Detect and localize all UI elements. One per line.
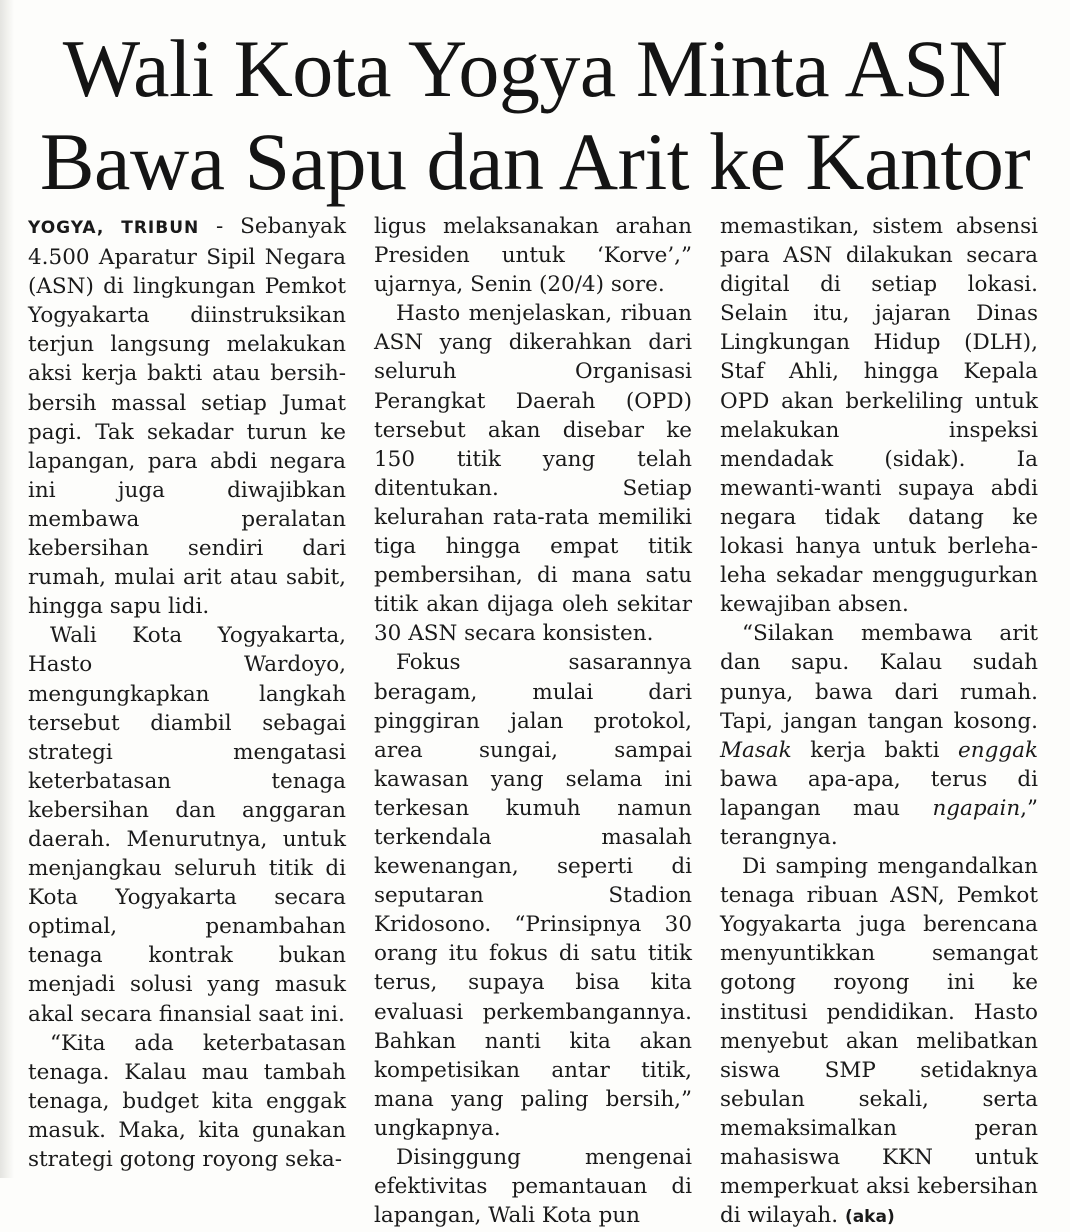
article-column-2	[374, 212, 692, 1230]
paragraph	[720, 619, 1038, 852]
paragraph-text: Di samping mengandalkan tenaga ribuan ASN, Pemkot Yogyakarta juga berencana menyuntikkan semangat gotong royong ini ke institusi pendidikan. Hasto menyebut akan melibatkan siswa SMP setidaknya sebulan sekali, serta memaksimalkan peran mahasiswa KKN untuk memperkuat aksi kebersihan di wilayah.	[720, 854, 1038, 1229]
quote-text: ,” terangnya.	[720, 795, 1038, 850]
headline-line-2: Bawa Sapu dan Arit ke Kantor	[39, 116, 1031, 207]
author-initials: (aka)	[844, 1207, 895, 1228]
paragraph	[28, 212, 346, 621]
paragraph-text: - Sebanyak 4.500 Aparatur Sipil Negara (ASN) di lingkungan Pemkot Yogyakarta diinstruksikan terjun langsung melakukan aksi kerja bakti atau bersih-bersih massal setiap Jumat pagi. Tak sekadar turun ke lapangan, para abdi negara ini juga diwajibkan membawa peralatan kebersihan sendiri dari rumah, mulai arit atau sabit, hingga sapu lidi.	[28, 214, 346, 620]
paragraph: “Kita ada keterbatasan tenaga. Kalau mau tambah tenaga, budget kita enggak masuk. Maka, kita gunakan strategi gotong royong seka-	[28, 1030, 346, 1172]
quote-text: bawa apa-apa, terus di lapangan mau	[720, 766, 1038, 821]
paragraph	[720, 852, 1038, 1232]
article-column-3	[720, 212, 1038, 1232]
paragraph: Fokus sasarannya beragam, mulai dari pinggiran jalan protokol, area sungai, sampai kawasan yang selama ini terkesan kumuh namun terkendala masalah kewenangan, seperti di seputaran Stadion Kridosono. “Prinsipnya 30 orang itu fokus di satu titik terus, supaya bisa kita evaluasi perkembangannya. Bahkan nanti kita akan kompetisikan antar titik, mana yang paling bersih,” ungkapnya.	[374, 650, 692, 1141]
italic-word: ngapain	[932, 795, 1021, 821]
article-column-1	[28, 212, 346, 1174]
quote-text: kerja bakti	[791, 737, 959, 763]
paragraph: Wali Kota Yogyakarta, Hasto Wardoyo, mengungkapkan langkah tersebut diambil sebagai strategi mengatasi keterbatasan tenaga kebersihan dan anggaran daerah. Menurutnya, untuk menjangkau seluruh titik di Kota Yogyakarta secara optimal, penambahan tenaga kontrak bukan menjadi solusi yang masuk akal secara finansial saat ini.	[28, 623, 346, 1027]
italic-word: Masak	[720, 737, 792, 763]
paragraph: Hasto menjelaskan, ribuan ASN yang dikerahkan dari seluruh Organisasi Perangkat Daerah (OPD) tersebut akan disebar ke 150 titik yang telah ditentukan. Setiap kelurahan rata-rata memiliki tiga hingga empat titik pembersihan, di mana satu titik akan dijaga oleh sekitar 30 ASN secara konsisten.	[374, 301, 692, 647]
headline	[0, 22, 1070, 208]
headline-line-1: Wali Kota Yogya Minta ASN	[62, 23, 1008, 114]
dateline: YOGYA, TRIBUN	[28, 218, 200, 238]
paragraph: ligus melaksanakan arahan Presiden untuk ‘Korve’,” ujarnya, Senin (20/4) sore.	[374, 214, 692, 298]
italic-word: enggak	[958, 737, 1038, 763]
paragraph: Disinggung mengenai efektivitas pemantauan di lapangan, Wali Kota pun	[374, 1145, 692, 1229]
paragraph: memastikan, sistem absensi para ASN dilakukan secara digital di setiap lokasi. Selain itu, jajaran Dinas Lingkungan Hidup (DLH), Staf Ahli, hingga Kepala OPD akan berkeliling untuk melakukan inspeksi mendadak (sidak). Ia mewanti-wanti supaya abdi negara tidak datang ke lokasi hanya untuk berleha-leha sekadar menggugurkan kewajiban absen.	[720, 214, 1038, 618]
quote-text: “Silakan membawa arit dan sapu. Kalau sudah punya, bawa dari rumah. Tapi, jangan tangan kosong.	[720, 621, 1038, 734]
